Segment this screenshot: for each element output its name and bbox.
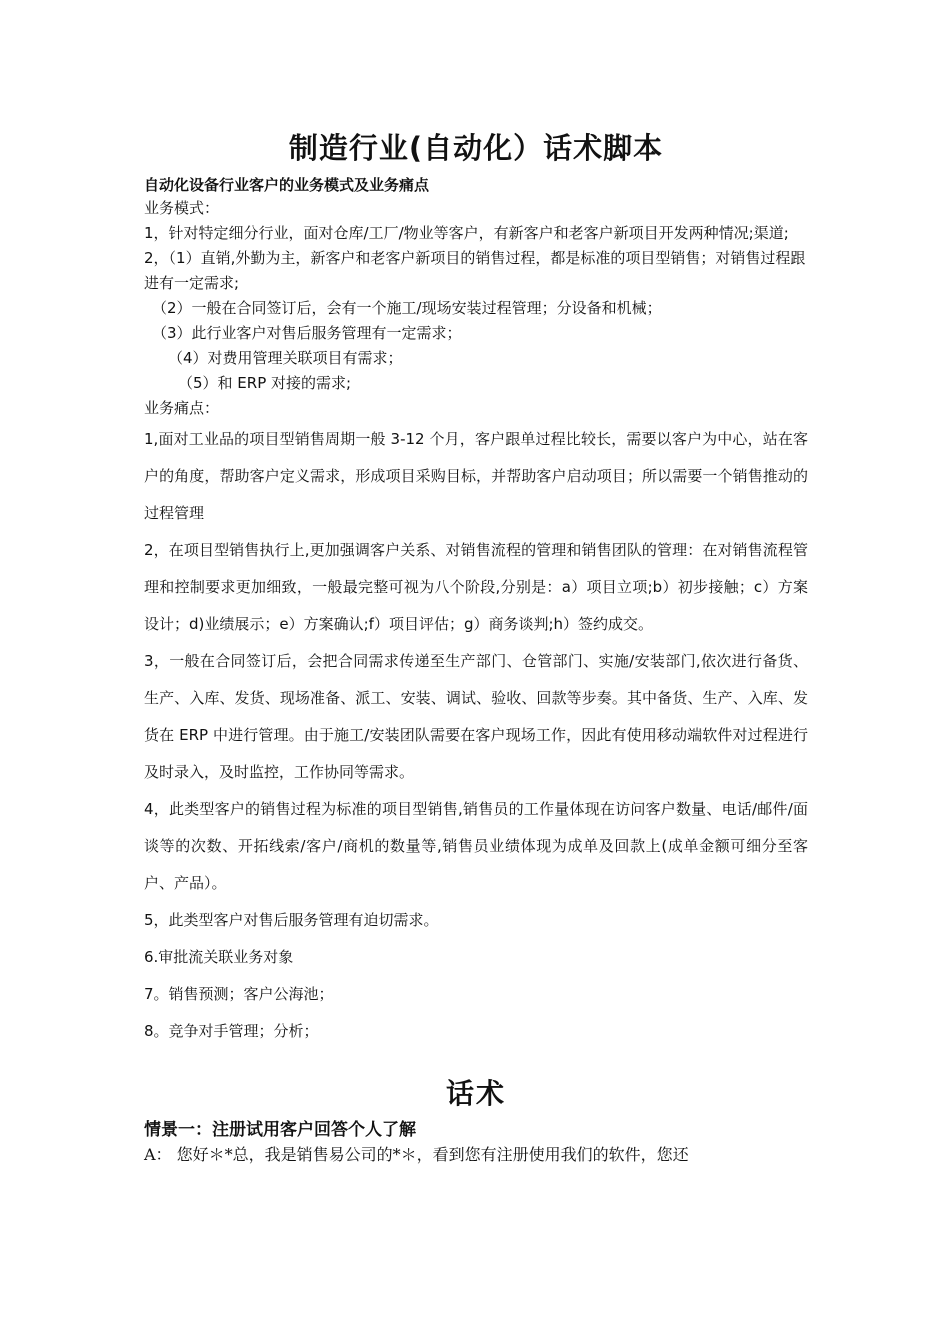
pain-point-item: 8。竞争对手管理；分析；	[144, 1022, 319, 1040]
business-model-item: （3）此行业客户对售后服务管理有一定需求；	[152, 324, 462, 342]
pain-point-item: 2，在项目型销售执行上,更加强调客户关系、对销售流程的管理和销售团队的管理：在对销售流程管理和控制要求更加细致，一般最完整可视为八个阶段,分别是：a）项目立项;b）初步接触；c）方案设计；d)业绩展示；e）方案确认;f）项目评估；g）商务谈判;h）签约成交。	[144, 541, 808, 633]
dialog-line: A： 您好＊*总，我是销售易公司的*＊，看到您有注册使用我们的软件，您还	[144, 1145, 689, 1164]
business-model-item: 2，（1）直销,外勤为主，新客户和老客户新项目的销售过程，都是标准的项目型销售；对销售过程跟进有一定需求;	[144, 249, 806, 292]
business-model-label: 业务模式：	[144, 199, 220, 217]
business-model-item: 1，针对特定细分行业，面对仓库/工厂/物业等客户，有新客户和老客户新项目开发两种情况;渠道;	[144, 224, 789, 242]
pain-point-item: 5，此类型客户对售后服务管理有迫切需求。	[144, 911, 439, 929]
pain-point-item: 3，一般在合同签订后，会把合同需求传递至生产部门、仓管部门、实施/安装部门,依次进行备货、生产、入库、发货、现场准备、派工、安装、调试、验收、回款等步奏。其中备货、生产、入库、发货在 ERP 中进行管理。由于施工/安装团队需要在客户现场工作，因此有使用移动端软件对过程进行及时录入，及时监控，工作协同等需求。	[144, 652, 808, 781]
business-model-item: （5）和 ERP 对接的需求;	[178, 374, 352, 392]
scene-heading: 情景一：注册试用客户回答个人了解	[144, 1120, 416, 1140]
document-title: 制造行业(自动化）话术脚本	[288, 131, 664, 165]
business-model-item: （4）对费用管理关联项目有需求；	[168, 349, 403, 367]
pain-points-label: 业务痛点：	[144, 399, 220, 417]
pain-point-item: 4，此类型客户的销售过程为标准的项目型销售,销售员的工作量体现在访问客户数量、电话/邮件/面谈等的次数、开拓线索/客户/商机的数量等,销售员业绩体现为成单及回款上(成单金额可细分至客户、产品）。	[144, 800, 808, 892]
pain-point-item: 6.审批流关联业务对象	[144, 948, 294, 966]
script-heading: 话术	[445, 1077, 506, 1110]
pain-point-item: 7。销售预测；客户公海池；	[144, 985, 334, 1003]
document-body	[144, 128, 808, 1168]
section-heading: 自动化设备行业客户的业务模式及业务痛点	[144, 176, 430, 194]
business-model-item: （2）一般在合同签订后，会有一个施工/现场安装过程管理；分设备和机械；	[152, 299, 662, 317]
pain-point-item: 1,面对工业品的项目型销售周期一般 3-12 个月，客户跟单过程比较长，需要以客户为中心，站在客户的角度，帮助客户定义需求，形成项目采购目标，并帮助客户启动项目；所以需要一个销售推动的过程管理	[144, 430, 808, 522]
